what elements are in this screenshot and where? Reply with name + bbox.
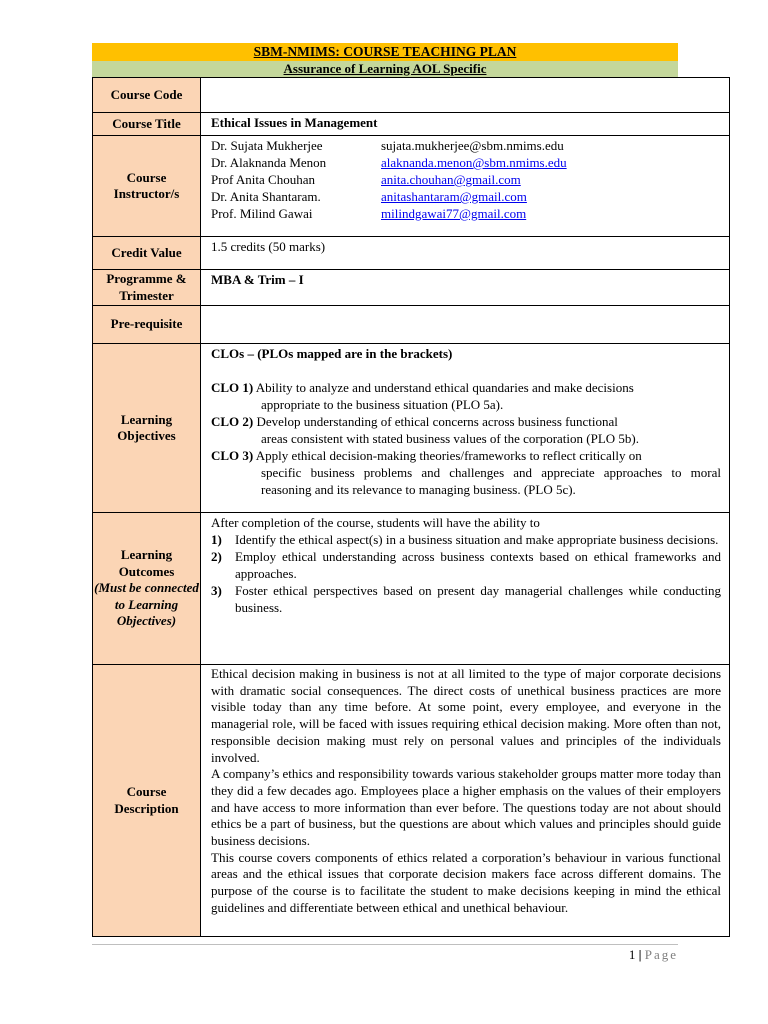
- outcome-text: Identify the ethical aspect(s) in a business situation and make appropriate business decisions.: [235, 532, 719, 547]
- row-course-code: [93, 78, 730, 113]
- outcome-item: [211, 548, 721, 582]
- outcome-number: 3): [211, 583, 222, 598]
- label-programme: Programme & Trimester: [93, 270, 201, 306]
- label-course-code: Course Code: [93, 78, 201, 113]
- value-prerequisite: [201, 306, 730, 344]
- clo-item: [211, 413, 721, 447]
- clo-first-line: Ability to analyze and understand ethical quandaries and make decisions: [255, 380, 634, 395]
- value-course-description: [201, 665, 730, 937]
- instructor-email-link[interactable]: anitashantaram@gmail.com: [381, 189, 527, 204]
- row-course-title: [93, 113, 730, 136]
- description-paragraph: This course covers components of ethics related a corporation’s behaviour in various functional areas and the ethical issues that corporate decision makers face across different domains. The purpose of the course is to facilitate the student to make decisions keeping in mind the ethical guidelines and differentiate between ethical and unethical behaviour.: [211, 849, 721, 915]
- instructor-row: [211, 137, 721, 154]
- instructor-name: Dr. Sujata Mukherjee: [211, 138, 323, 153]
- value-programme: MBA & Trim – I: [201, 270, 730, 306]
- label-prerequisite: Pre-requisite: [93, 306, 201, 344]
- footer-separator: |: [638, 947, 642, 962]
- document-subtitle: Assurance of Learning AOL Specific: [92, 61, 678, 77]
- row-course-description: [93, 665, 730, 937]
- instructor-row: [211, 171, 721, 188]
- row-learning-objectives: [93, 344, 730, 513]
- label-instructors: Course Instructor/s: [93, 136, 201, 237]
- learning-outcomes-note: (Must be connected to Learning Objectives): [94, 580, 199, 629]
- clo-first-line: Apply ethical decision-making theories/frameworks to reflect critically on: [255, 448, 642, 463]
- page-footer: [560, 946, 678, 964]
- instructor-row: [211, 188, 721, 205]
- outcome-item: [211, 582, 721, 616]
- row-programme: [93, 270, 730, 306]
- clo-rest: appropriate to the business situation (PLO 5a).: [261, 397, 504, 412]
- instructor-email: sujata.mukherjee@sbm.nmims.edu: [381, 138, 564, 153]
- footer-divider: [92, 944, 678, 945]
- instructor-email-link[interactable]: alaknanda.menon@sbm.nmims.edu: [381, 155, 567, 170]
- instructor-email-link[interactable]: anita.chouhan@gmail.com: [381, 172, 521, 187]
- instructor-name: Prof. Milind Gawai: [211, 206, 313, 221]
- outcomes-intro: After completion of the course, students will have the ability to: [211, 515, 540, 530]
- description-paragraph: A company’s ethics and responsibility towards various stakeholder groups matter more today than they did a few decades ago. Employees place a higher emphasis on the values of their employers and have access to more information than ever before. The questions today are not about should ethics be a part of business, but the questions are about which values and principles should guide business decisions.: [211, 766, 721, 849]
- outcome-number: 2): [211, 549, 222, 564]
- page-number: 1: [628, 947, 636, 962]
- clo-rest: specific business problems and challenges and appreciate approaches to moral reasoning and its relevance to managing business. (PLO 5c).: [261, 465, 721, 497]
- clo-item: [211, 379, 721, 413]
- instructor-name: Prof Anita Chouhan: [211, 172, 315, 187]
- outcome-number: 1): [211, 532, 222, 547]
- value-instructors: [201, 136, 730, 237]
- outcome-text: Foster ethical perspectives based on present day managerial challenges while conducting business.: [235, 583, 721, 615]
- label-learning-objectives: Learning Objectives: [93, 344, 201, 513]
- row-instructors: [93, 136, 730, 237]
- value-course-code: [201, 78, 730, 113]
- row-learning-outcomes: [93, 513, 730, 665]
- clo-first-line: Develop understanding of ethical concerns across business functional: [256, 414, 618, 429]
- description-paragraph: Ethical decision making in business is not at all limited to the type of major corporate decisions with dramatic social consequences. The direct costs of unethical business practices are more visible today than any time before. At some point, every employee, and everyone in the managerial role, will be faced with issues requiring ethical decision making. More often than not, responsible decision making must rely on personal values and principles of the individuals involved.: [211, 666, 721, 765]
- instructor-row: [211, 205, 721, 222]
- clo-tag: CLO 1): [211, 380, 254, 395]
- label-course-title: Course Title: [93, 113, 201, 136]
- value-course-title: Ethical Issues in Management: [201, 113, 730, 136]
- instructor-email-link[interactable]: milindgawai77@gmail.com: [381, 206, 527, 221]
- clo-tag: CLO 2): [211, 414, 254, 429]
- label-course-description: Course Description: [93, 665, 201, 937]
- clo-rest: areas consistent with stated business values of the corporation (PLO 5b).: [261, 431, 639, 446]
- course-plan-table: [92, 77, 730, 937]
- instructor-name: Dr. Alaknanda Menon: [211, 155, 327, 170]
- clo-item: [211, 447, 721, 498]
- label-credit-value: Credit Value: [93, 237, 201, 270]
- value-learning-outcomes: [201, 513, 730, 665]
- page-word: Page: [644, 947, 678, 962]
- document-title: SBM-NMIMS: COURSE TEACHING PLAN: [92, 43, 678, 61]
- value-learning-objectives: [201, 344, 730, 513]
- row-prerequisite: [93, 306, 730, 344]
- instructor-name: Dr. Anita Shantaram.: [211, 189, 321, 204]
- instructor-row: [211, 154, 721, 171]
- row-credit-value: [93, 237, 730, 270]
- outcome-item: [211, 531, 721, 548]
- label-learning-outcomes: [93, 513, 201, 665]
- clo-tag: CLO 3): [211, 448, 254, 463]
- clo-heading: CLOs – (PLOs mapped are in the brackets): [211, 346, 453, 361]
- learning-outcomes-title: Learning Outcomes: [118, 547, 175, 579]
- outcome-text: Employ ethical understanding across business contexts based on ethical frameworks and approaches.: [235, 549, 721, 581]
- value-credit-value: 1.5 credits (50 marks): [201, 237, 730, 270]
